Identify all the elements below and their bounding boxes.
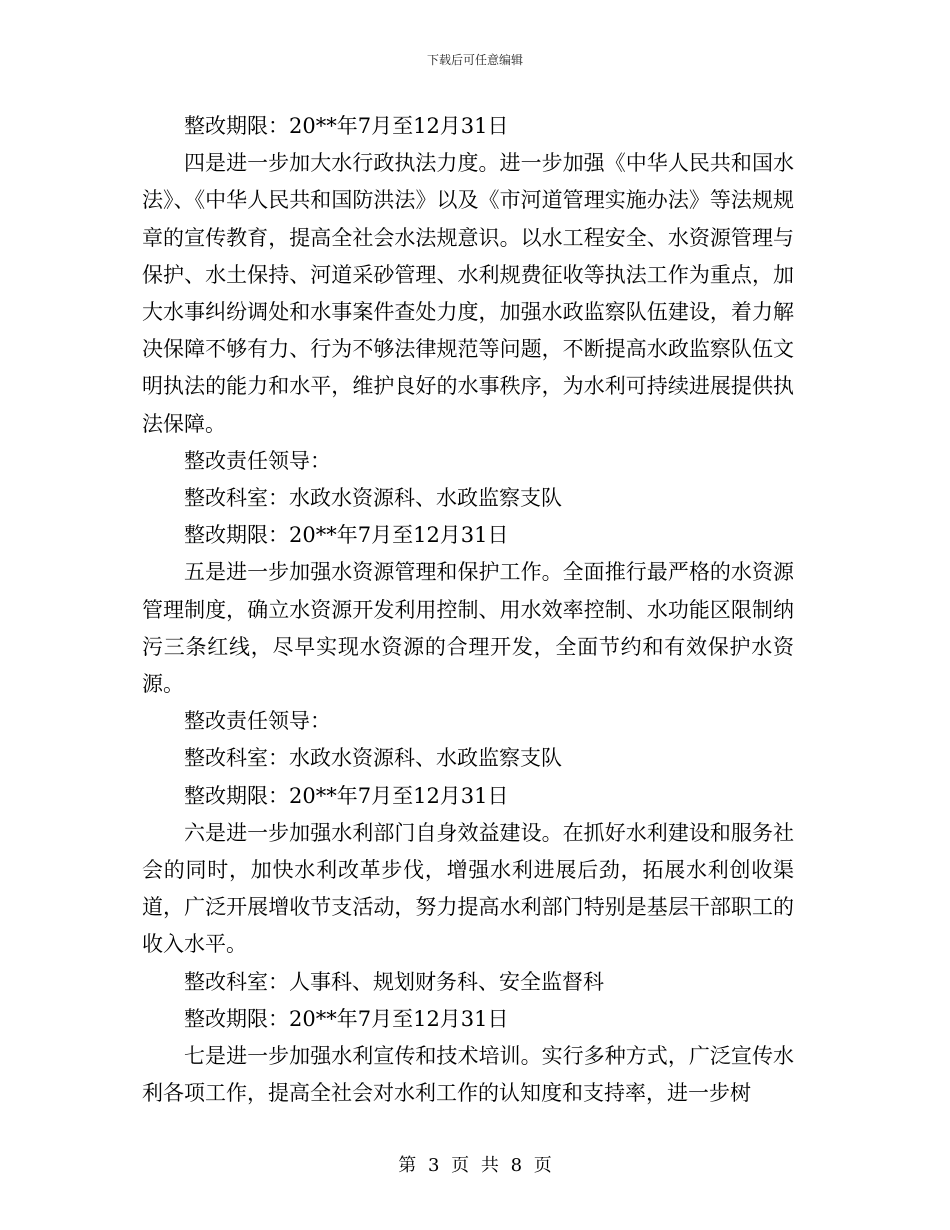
responsible-leader-line: 整改责任领导： [184,448,331,473]
responsible-leader-line: 整改责任领导： [184,709,331,734]
deadline-line: 整改期限：20**年7月至12月31日 [184,114,509,138]
deadline-line: 整改期限：20**年7月至12月31日 [184,523,509,548]
paragraph-item-6: 六是进一步加强水利部门自身效益建设。在抓好水利建设和服务社会的同时，加快水利改革步伐，增强水利进展后劲，拓展水利创收渠道，广泛开展增收节支活动，努力提高水利部门特别是基层干部职工的收入水平。 [142,820,794,957]
responsible-department-line: 整改科室：水政水资源科、水政监察支队 [184,486,562,511]
body-text [142,108,794,1112]
paragraph-item-5: 五是进一步加强水资源管理和保护工作。全面推行最严格的水资源管理制度，确立水资源开发利用控制、用水效率控制、水功能区限制纳污三条红线，尽早实现水资源的合理开发，全面节约和有效保护水资源。 [142,560,794,697]
paragraph-item-7: 七是进一步加强水利宣传和技术培训。实行多种方式，广泛宣传水利各项工作，提高全社会对水利工作的认知度和支持率，进一步树 [142,1044,794,1106]
responsible-department-line: 整改科室：水政水资源科、水政监察支队 [184,746,562,771]
deadline-line: 整改期限：20**年7月至12月31日 [184,1006,509,1031]
page-header: 下载后可任意编辑 [426,53,523,67]
page-footer: 第 3 页 共 8 页 [398,1155,552,1176]
deadline-line: 整改期限：20**年7月至12月31日 [184,783,509,808]
paragraph-item-4: 四是进一步加大水行政执法力度。进一步加强《中华人民共和国水法》、《中华人民共和国防洪法》以及《市河道管理实施办法》等法规规章的宣传教育，提高全社会水法规意识。以水工程安全、水资源管理与保护、水土保持、河道采砂管理、水利规费征收等执法工作为重点，加大水事纠纷调处和水事案件查处力度，加强水政监察队伍建设，着力解决保障不够有力、行为不够法律规范等问题，不断提高水政监察队伍文明执法的能力和水平，维护良好的水事秩序，为水利可持续进展提供执法保障。 [142,151,794,436]
responsible-department-line: 整改科室：人事科、规划财务科、安全监督科 [184,969,604,994]
